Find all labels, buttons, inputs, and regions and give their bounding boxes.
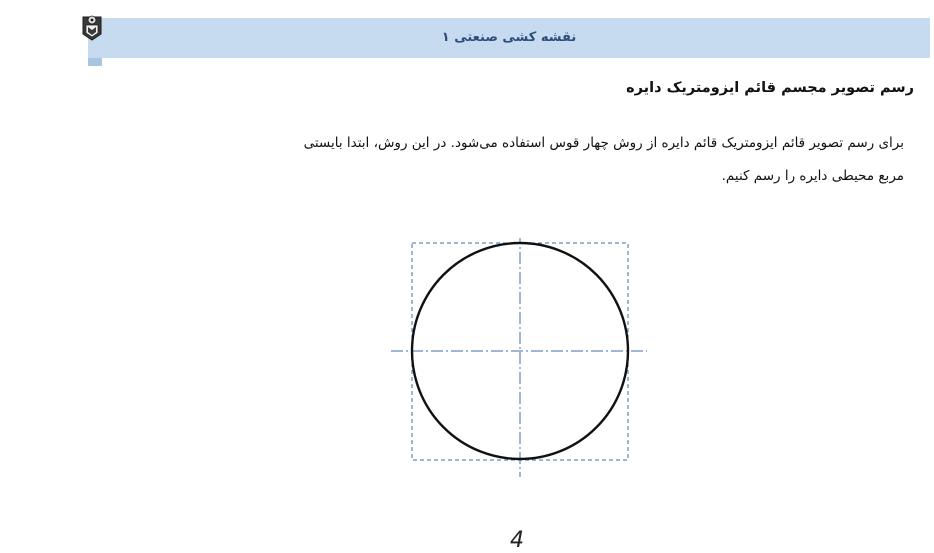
paragraph-line-2: مربع محیطی دایره را رسم کنیم.	[721, 168, 904, 184]
circle-square-diagram	[385, 238, 655, 483]
page-number: 4	[510, 528, 524, 553]
body-paragraph	[44, 127, 904, 193]
section-heading: رسم تصویر مجسم قائم ایزومتریک دایره	[626, 80, 914, 96]
paragraph-line-1: برای رسم تصویر قائم ایزومتریک قائم دایره از روش چهار قوس استفاده می‌شود. در این روش، ابتدا بایستی	[303, 135, 904, 151]
header-title: نقشه کشی صنعتی ۱	[441, 30, 577, 45]
header-strip	[88, 58, 102, 66]
university-emblem-icon	[80, 13, 104, 41]
